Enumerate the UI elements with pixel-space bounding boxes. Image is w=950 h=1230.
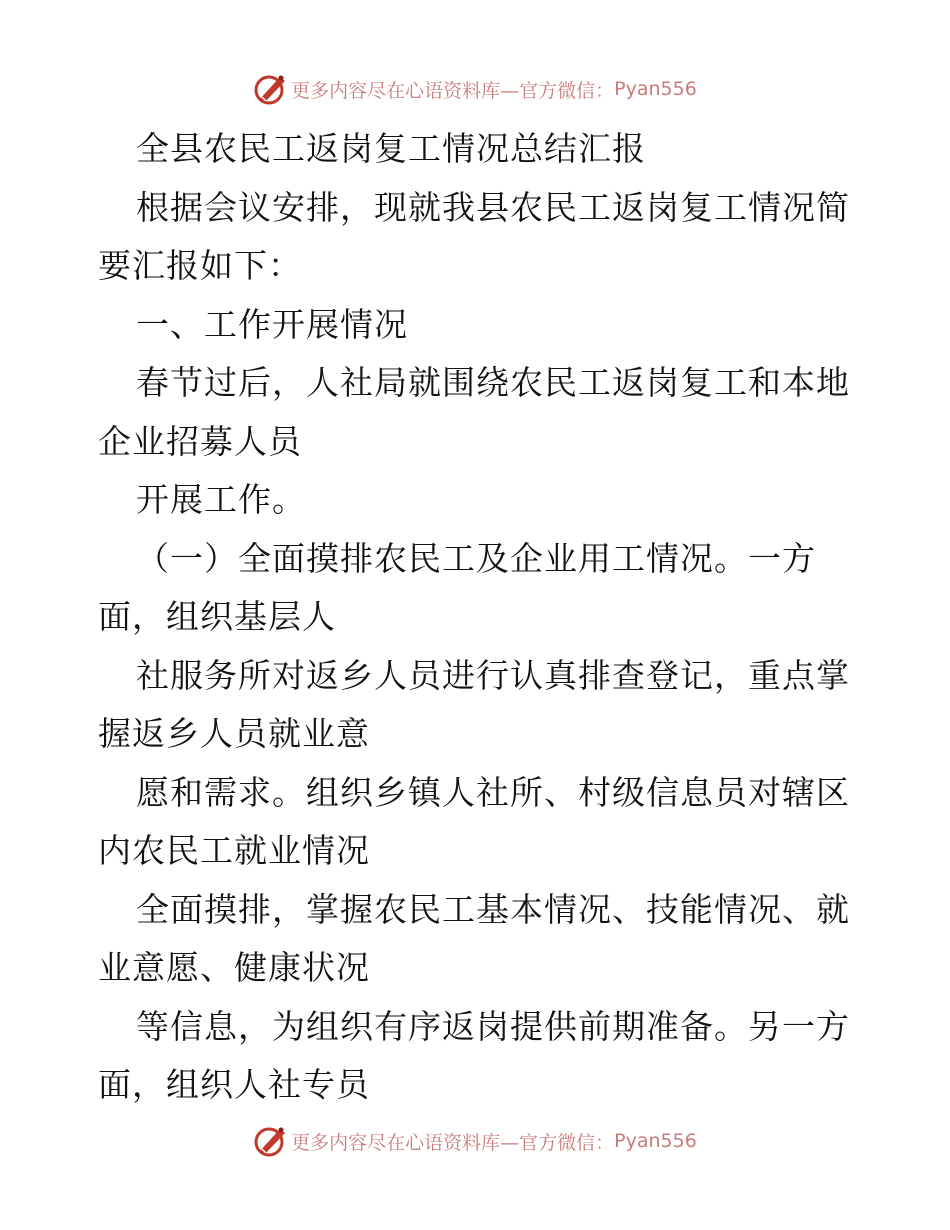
pen-logo-icon [253, 72, 289, 106]
document-title: 全县农民工返岗复工情况总结汇报 [136, 129, 646, 168]
text-line: 等信息，为组织有序返岗提供前期准备。另一方 [136, 1006, 850, 1046]
text-line: 要汇报如下： [98, 246, 302, 285]
text-line: 企业招募人员 [98, 421, 302, 461]
text-line: 开展工作。 [136, 480, 306, 519]
header-watermark [0, 72, 950, 106]
text-line: 愿和需求。组织乡镇人社所、村级信息员对辖区 [136, 772, 850, 812]
watermark-text: 更多内容尽在心语资料库—官方微信： [291, 79, 615, 102]
pen-logo-icon [253, 1124, 289, 1158]
text-line: 一、工作开展情况 [136, 304, 408, 344]
watermark-wechat-id: Pyan556 [614, 78, 697, 100]
text-line: 根据会议安排，现就我县农民工返岗复工情况简 [136, 187, 850, 227]
watermark-text: 更多内容尽在心语资料库—官方微信： [291, 1131, 615, 1154]
document-body [98, 120, 858, 1115]
text-line: 面，组织人社专员 [98, 1065, 370, 1104]
watermark-wechat-id: Pyan556 [614, 1130, 697, 1152]
text-line: 社服务所对返乡人员进行认真排查登记，重点掌 [136, 655, 850, 695]
text-line: 业意愿、健康状况 [98, 948, 370, 987]
text-line: 握返乡人员就业意 [98, 714, 370, 753]
text-line: 春节过后，人社局就围绕农民工返岗复工和本地 [136, 363, 850, 402]
footer-watermark [0, 1124, 950, 1158]
text-line: 内农民工就业情况 [98, 831, 370, 870]
text-line: 面，组织基层人 [98, 597, 336, 636]
text-line: （一）全面摸排农民工及企业用工情况。一方 [136, 538, 816, 578]
text-line: 全面摸排，掌握农民工基本情况、技能情况、就 [136, 889, 850, 929]
